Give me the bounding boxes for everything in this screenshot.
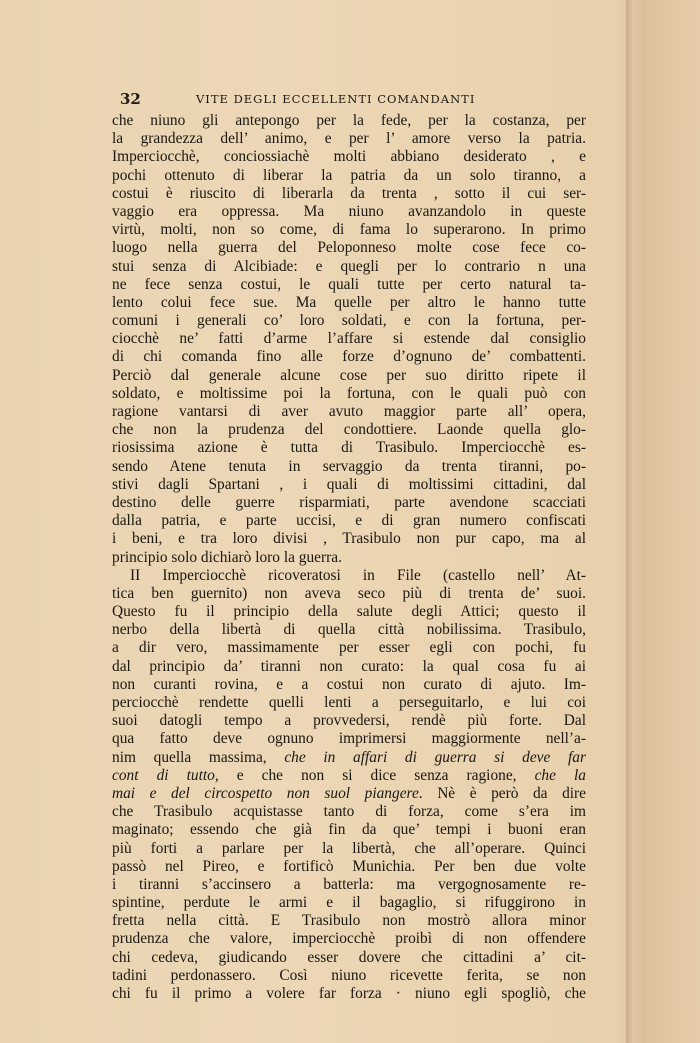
text-run: stivi dagli Spartani , i quali di moltissimi cittadini, dal — [112, 475, 586, 493]
text-line — [112, 458, 586, 476]
text-line — [112, 730, 586, 748]
text-line — [112, 676, 586, 694]
text-run: pochi ottenuto di liberar la patria da un solo tiranno, a — [112, 166, 586, 184]
text-run: più forti a parlare per la libertà, che all’operare. Quinci — [112, 839, 586, 857]
text-line — [112, 494, 586, 512]
text-run: . Nè è però da dire — [418, 784, 586, 802]
text-line — [112, 112, 586, 130]
text-line — [112, 476, 586, 494]
text-run: nerbo della libertà di quella città nobilissima. Trasibulo, — [112, 621, 586, 639]
text-run: dalla patria, e parte uccisi, e di gran numero confiscati — [112, 512, 586, 530]
text-line — [112, 167, 586, 185]
italic-phrase: mai e del circospetto non suol piangere — [112, 784, 419, 802]
text-run: suoi datogli tempo a provvedersi, rendè più forte. Dal — [112, 712, 586, 730]
text-run: maginato; essendo che già fin da que’ tempi i buoni eran — [112, 821, 586, 839]
text-run: la grandezza dell’ animo, e per l’ amore verso la patria. — [112, 130, 586, 148]
text-run: che niuno gli antepongo per la fede, per la costanza, per — [112, 112, 586, 129]
text-run: virtù, molti, non so come, di fama lo superarono. In primo — [112, 221, 586, 239]
text-line — [112, 312, 586, 330]
italic-phrase: che la — [534, 766, 586, 784]
text-line — [112, 767, 586, 785]
text-run: fretta nella città. E Trasibulo non mostrò allora minor — [112, 912, 586, 930]
text-line — [112, 403, 586, 421]
text-run: Imperciocchè, conciossiachè molti abbiano desiderato , e — [112, 148, 586, 166]
text-line — [112, 421, 586, 439]
text-line — [112, 694, 586, 712]
text-line — [112, 221, 586, 239]
text-line — [112, 585, 586, 603]
text-line — [112, 549, 586, 567]
text-line — [112, 639, 586, 657]
text-line — [112, 858, 586, 876]
text-run: soldato, e moltissime poi la fortuna, con le quali può con — [112, 384, 586, 402]
text-run: principio solo dichiarò loro la guerra. — [112, 548, 342, 566]
text-line — [112, 930, 586, 948]
page-number: 32 — [120, 90, 141, 108]
text-line — [112, 330, 586, 348]
text-run: luogo nella guerra del Peloponneso molte cose fece co- — [112, 239, 586, 257]
text-run: Questo fu il principio della salute degli Attici; questo il — [112, 603, 586, 621]
text-run: lento colui fece sue. Ma quelle per altro le hanno tutte — [112, 293, 586, 311]
text-run: sendo Atene tenuta in servaggio da trenta tiranni, po- — [112, 457, 586, 475]
text-line — [112, 258, 586, 276]
page-gutter-shadow — [626, 0, 632, 1043]
italic-phrase: che in affari di guerra si deve far — [284, 748, 586, 766]
text-run: riosissima azione è tutta di Trasibulo. Imperciocchè es- — [112, 439, 586, 457]
italic-phrase: cont di tutto — [112, 766, 215, 784]
text-run: tica ben guernito) non aveva seco più di trenta de’ suoi. — [112, 584, 586, 602]
text-line — [112, 949, 586, 967]
text-run: II Imperciocchè ricoveratosi in File (castello nell’ At- — [130, 566, 586, 584]
text-line — [112, 385, 586, 403]
text-line — [112, 712, 586, 730]
text-line — [112, 603, 586, 621]
text-run: spintine, perdute le armi e il bagaglio, si rifuggirono in — [112, 894, 586, 912]
text-line — [112, 621, 586, 639]
text-line — [112, 276, 586, 294]
text-run: vaggio era oppressa. Ma niuno avanzandolo in queste — [112, 202, 586, 220]
text-run: non curanti rovina, e a costui non curato di ajuto. Im- — [112, 675, 586, 693]
text-run: qua fatto deve ognuno imprimersi maggiormente nell’a- — [112, 730, 586, 748]
text-line — [112, 185, 586, 203]
text-line — [112, 967, 586, 985]
text-line — [112, 348, 586, 366]
text-run: i tiranni s’accinsero a batterla: ma vergognosamente re- — [112, 875, 586, 893]
text-line — [112, 367, 586, 385]
page-header — [120, 90, 590, 110]
text-run: ragione vantarsi di aver avuto maggior parte all’ opera, — [112, 403, 586, 420]
text-line — [112, 567, 586, 585]
text-line — [112, 294, 586, 312]
text-run: , e che non si dice senza ragione, — [214, 766, 535, 784]
text-run: stui senza di Alcibiade: e quegli per lo contrario n una — [112, 257, 586, 275]
text-run: chi cedeva, giudicando esser dovere che cittadini a’ cit- — [112, 948, 586, 966]
text-line — [112, 530, 586, 548]
text-line — [112, 239, 586, 257]
text-run: ciocchè ne’ fatti d’arme l’affare si estende dal consiglio — [112, 330, 586, 348]
text-line — [112, 148, 586, 166]
text-line — [112, 985, 586, 1003]
text-run: comuni i generali co’ loro soldati, e con la fortuna, per- — [112, 312, 586, 330]
text-line — [112, 894, 586, 912]
text-run: chi fu il primo a volere far forza · niuno egli spogliò, che — [112, 985, 586, 1002]
text-line — [112, 876, 586, 894]
text-line — [112, 803, 586, 821]
text-line — [112, 203, 586, 221]
text-run: che non la prudenza del condottiere. Laonde quella glo- — [112, 421, 586, 439]
text-run: costui è riuscito di liberarla da trenta , sotto il cui ser- — [112, 184, 586, 202]
text-run: i beni, e tra loro divisi , Trasibulo non pur capo, ma al — [112, 530, 586, 548]
text-run: che Trasibulo acquistasse tanto di forza, come s’era im — [112, 803, 586, 821]
text-run: tadini perdonassero. Così niuno ricevette ferita, se non — [112, 966, 586, 984]
text-run: destino delle guerre risparmiati, parte avendone scacciati — [112, 493, 586, 511]
text-line — [112, 749, 586, 767]
text-run: di chi comanda fino alle forze d’ognuno de’ combattenti. — [112, 348, 586, 366]
text-line — [112, 658, 586, 676]
text-run: perciocchè rendette quelli lenti a perseguitarlo, e lui coi — [112, 694, 586, 711]
text-line — [112, 912, 586, 930]
text-line — [112, 512, 586, 530]
text-line — [112, 840, 586, 858]
text-run: a dir vero, massimamente per esser egli con pochi, fu — [112, 639, 586, 657]
text-run: passò nel Pireo, e fortificò Munichia. Per ben due volte — [112, 857, 586, 875]
text-line — [112, 130, 586, 148]
text-line — [112, 785, 586, 803]
text-run: nim quella massima, — [112, 748, 285, 766]
running-head: VITE DEGLI ECCELLENTI COMANDANTI — [196, 92, 476, 106]
body-text — [112, 112, 586, 1003]
text-run: dal principio da’ tiranni non curato: la qual cosa fu ai — [112, 657, 586, 675]
text-run: prudenza che valore, imperciocchè proibì di non offendere — [112, 930, 586, 948]
text-line — [112, 439, 586, 457]
text-run: Perciò dal generale alcune cose per suo diritto ripete il — [112, 366, 586, 384]
text-run: ne fece senza costui, le quali tutte per certo natural ta- — [112, 275, 586, 293]
text-line — [112, 821, 586, 839]
